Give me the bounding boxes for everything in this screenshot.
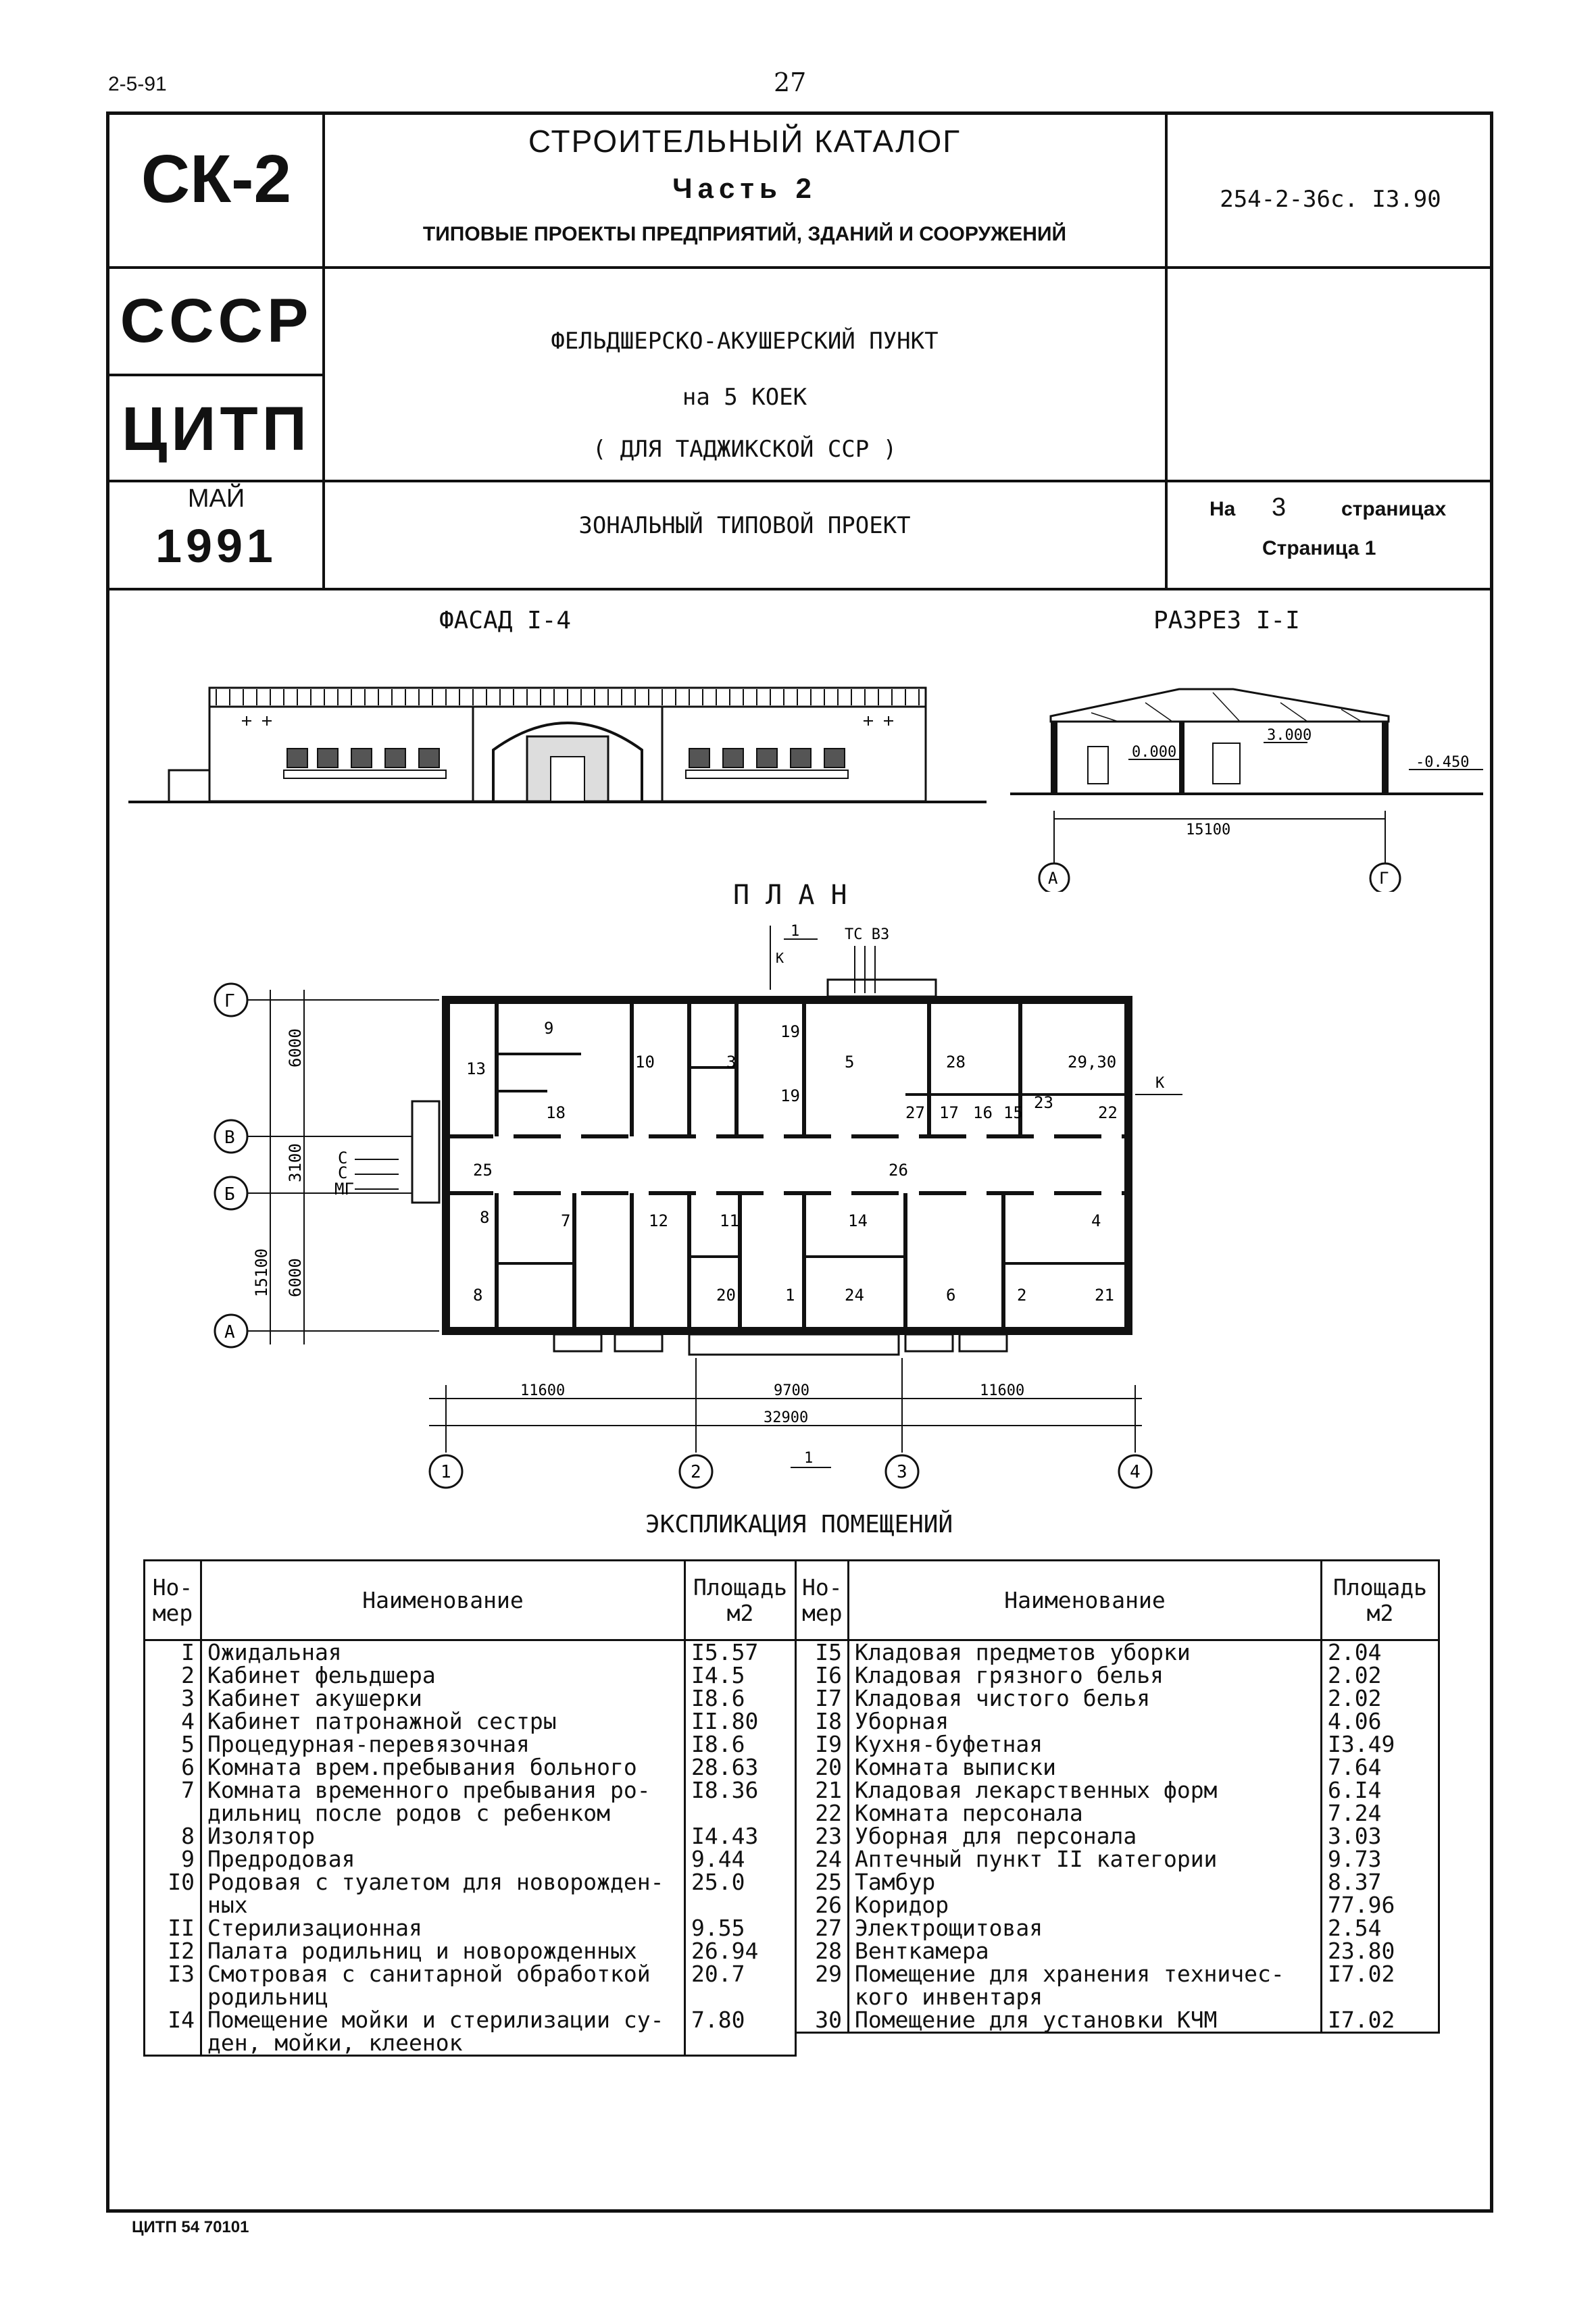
room-18: 18 [546, 1103, 566, 1122]
utilities-label: ТС В3 [845, 926, 890, 943]
room-name: Кабинет акушерки [201, 1687, 685, 1710]
facade-drawing [128, 669, 987, 811]
issue-year: 1991 [155, 520, 277, 572]
col-area-header: Площадь м2 [685, 1561, 796, 1640]
room-area: 28.63 [685, 1756, 796, 1779]
page-number: 27 [774, 68, 807, 97]
table-row [796, 1640, 1439, 1665]
room-25: 25 [473, 1161, 493, 1180]
room-area: I8.6 [685, 1733, 796, 1756]
axis-col-1: 1 [441, 1462, 451, 1482]
project-title: ФЕЛЬДШЕРСКО-АКУШЕРСКИЙ ПУНКТ [551, 328, 939, 355]
col-name-header: Наименование [849, 1561, 1322, 1640]
room-16: 16 [973, 1103, 993, 1122]
room-name: Кладовая чистого белья [849, 1687, 1322, 1710]
room-name: Уборная [849, 1710, 1322, 1733]
room-15: 15 [1003, 1103, 1023, 1122]
room-area: 23.80 [1322, 1940, 1439, 1963]
floor-plan [196, 912, 1250, 1507]
room-19b: 19 [780, 1086, 800, 1105]
room-area: 8.37 [1322, 1871, 1439, 1894]
table-row [796, 2009, 1439, 2033]
table-row [145, 1848, 796, 1871]
utility-s2: С [338, 1163, 348, 1182]
room-area: 25.0 [685, 1871, 796, 1917]
room-number: 6 [145, 1756, 201, 1779]
table-row [145, 1940, 796, 1963]
pages-prefix: На [1210, 498, 1236, 520]
table-row [145, 2009, 796, 2056]
plan-title: П Л А Н [733, 880, 847, 911]
table-row [796, 1756, 1439, 1779]
facade-title: ФАСАД I-4 [439, 607, 572, 634]
room-area: 3.03 [1322, 1825, 1439, 1848]
room-area: I4.5 [685, 1664, 796, 1687]
table-row [145, 1687, 796, 1710]
room-number: 27 [796, 1917, 849, 1940]
catalog-title: СТРОИТЕЛЬНЫЙ КАТАЛОГ [528, 124, 962, 159]
room-area: 20.7 [685, 1963, 796, 2009]
table-row [796, 1871, 1439, 1894]
project-capacity: на 5 КОЕК [682, 384, 807, 411]
room-number: 26 [796, 1894, 849, 1917]
room-name: Помещение для установки КЧМ [849, 2009, 1322, 2033]
room-number: 7 [145, 1779, 201, 1825]
room-10: 10 [635, 1053, 655, 1072]
dim-11600-left: 11600 [520, 1382, 566, 1399]
room-23: 23 [1034, 1093, 1053, 1112]
room-number: I3 [145, 1963, 201, 2009]
dim-11600-right: 11600 [980, 1382, 1025, 1399]
dim-6000-bottom: 6000 [286, 1258, 305, 1297]
country: СССР [120, 286, 313, 355]
project-code: 254-2-36с. I3.90 [1220, 186, 1441, 213]
room-22: 22 [1098, 1103, 1118, 1122]
room-area: I8.6 [685, 1687, 796, 1710]
axis-col-3: 3 [897, 1462, 907, 1482]
axis-row-v: В [224, 1128, 235, 1148]
logo [111, 139, 321, 220]
header-rule [106, 374, 324, 376]
room-number: 4 [145, 1710, 201, 1733]
room-5: 5 [845, 1053, 855, 1072]
room-name: Помещение мойки и стерилизации су-ден, мойки, клеенок [201, 2009, 685, 2056]
room-number: I0 [145, 1871, 201, 1917]
room-21: 21 [1095, 1286, 1114, 1305]
room-name: Венткамера [849, 1940, 1322, 1963]
room-number: 2 [145, 1664, 201, 1687]
room-number: 22 [796, 1802, 849, 1825]
dim-6000-top: 6000 [286, 1028, 305, 1067]
room-number: I4 [145, 2009, 201, 2056]
room-11: 11 [720, 1211, 739, 1230]
room-name: Родовая с туалетом для новорожден-ных [201, 1871, 685, 1917]
room-7: 7 [561, 1211, 571, 1230]
room-6: 6 [946, 1286, 956, 1305]
table-row [796, 1894, 1439, 1917]
room-number: I7 [796, 1687, 849, 1710]
room-20: 20 [716, 1286, 736, 1305]
room-number: 23 [796, 1825, 849, 1848]
dim-9700: 9700 [774, 1382, 809, 1399]
room-number: 25 [796, 1871, 849, 1894]
axis-col-4: 4 [1130, 1462, 1141, 1482]
table-row [145, 1825, 796, 1848]
room-number: 20 [796, 1756, 849, 1779]
explication-table-right [795, 1559, 1440, 2034]
level-ground-label: -0.450 [1416, 754, 1470, 771]
room-number: II [145, 1917, 201, 1940]
room-8a: 8 [480, 1208, 490, 1227]
explication-table-left [143, 1559, 797, 2057]
pages-suffix: страницах [1341, 498, 1447, 520]
utility-mg: МГ [334, 1180, 354, 1199]
room-area: I4.43 [685, 1825, 796, 1848]
organization: ЦИТП [122, 395, 311, 463]
room-area: 9.44 [685, 1848, 796, 1871]
room-area: 2.02 [1322, 1687, 1439, 1710]
table-row [145, 1756, 796, 1779]
room-area: 7.64 [1322, 1756, 1439, 1779]
level-zero-label: 0.000 [1132, 744, 1177, 761]
room-4: 4 [1091, 1211, 1101, 1230]
dim-32900: 32900 [764, 1409, 809, 1426]
table-row [145, 1664, 796, 1687]
room-name: Кладовая грязного белья [849, 1664, 1322, 1687]
room-name: Кладовая предметов уборки [849, 1640, 1322, 1665]
room-number: 5 [145, 1733, 201, 1756]
room-28: 28 [946, 1053, 966, 1072]
axis-row-g: Г [224, 991, 235, 1011]
cut-mark-bottom: 1 [804, 1450, 814, 1467]
section-title: РАЗРЕЗ I-I [1153, 607, 1300, 634]
utility-s1: С [338, 1149, 348, 1167]
room-number: 24 [796, 1848, 849, 1871]
room-name: Аптечный пункт II категории [849, 1848, 1322, 1871]
axis-col-2: 2 [691, 1462, 701, 1482]
cut-mark-top: 1 [791, 923, 800, 940]
room-name: Ожидальная [201, 1640, 685, 1665]
room-area: 7.24 [1322, 1802, 1439, 1825]
room-number: I6 [796, 1664, 849, 1687]
col-area-header: Площадь м2 [1322, 1561, 1439, 1640]
room-number: 29 [796, 1963, 849, 2009]
table-row [796, 1917, 1439, 1940]
room-8b: 8 [473, 1286, 483, 1305]
room-17: 17 [939, 1103, 959, 1122]
room-name: Палата родильниц и новорожденных [201, 1940, 685, 1963]
room-1: 1 [785, 1286, 795, 1305]
header-rule [106, 266, 1493, 269]
table-row [796, 1710, 1439, 1733]
room-name: Уборная для персонала [849, 1825, 1322, 1848]
room-name: Комната персонала [849, 1802, 1322, 1825]
table-row [796, 1963, 1439, 2009]
col-num-header: Но-мер [145, 1561, 201, 1640]
room-number: 9 [145, 1848, 201, 1871]
room-29-30: 29,30 [1068, 1053, 1117, 1072]
section-width-label: 15100 [1186, 822, 1231, 838]
axis-a-bubble: А [1048, 869, 1058, 888]
room-name: Процедурная-перевязочная [201, 1733, 685, 1756]
axis-g-bubble: Г [1379, 869, 1389, 888]
room-area: 77.96 [1322, 1894, 1439, 1917]
room-name: Смотровая с санитарной обработкой родильниц [201, 1963, 685, 2009]
project-type: ЗОНАЛЬНЫЙ ТИПОВОЙ ПРОЕКТ [578, 512, 911, 539]
room-number: 28 [796, 1940, 849, 1963]
dim-3100: 3100 [286, 1143, 305, 1182]
logo-text: СК-2 [141, 141, 292, 217]
project-region: ( ДЛЯ ТАДЖИКСКОЙ ССР ) [592, 436, 897, 463]
header-rule [106, 588, 1493, 590]
room-number: 30 [796, 2009, 849, 2033]
room-14: 14 [848, 1211, 868, 1230]
table-row [145, 1779, 796, 1825]
k-mark-right: К [1155, 1075, 1165, 1092]
room-area: 2.54 [1322, 1917, 1439, 1940]
issue-month: МАЙ [187, 484, 245, 513]
room-2: 2 [1017, 1286, 1027, 1305]
table-row [796, 1779, 1439, 1802]
room-name: Комната врем.пребывания больного [201, 1756, 685, 1779]
axis-row-a: А [224, 1322, 235, 1342]
room-19a: 19 [780, 1022, 800, 1041]
table-row [796, 1733, 1439, 1756]
table-row [796, 1940, 1439, 1963]
page-label: Страница 1 [1262, 537, 1376, 559]
room-number: I5 [796, 1640, 849, 1665]
table-row [145, 1710, 796, 1733]
room-area: 9.55 [685, 1917, 796, 1940]
catalog-part-subtitle: ТИПОВЫЕ ПРОЕКТЫ ПРЕДПРИЯТИЙ, ЗДАНИЙ И СООРУЖЕНИЙ [422, 223, 1067, 245]
room-area: 4.06 [1322, 1710, 1439, 1733]
room-area: 9.73 [1322, 1848, 1439, 1871]
table-row [145, 1871, 796, 1917]
room-name: Стерилизационная [201, 1917, 685, 1940]
room-name: Кабинет патронажной сестры [201, 1710, 685, 1733]
room-area: 2.04 [1322, 1640, 1439, 1665]
table-row [145, 1963, 796, 2009]
table-row [145, 1640, 796, 1665]
room-name: Кладовая лекарственных форм [849, 1779, 1322, 1802]
room-number: 3 [145, 1687, 201, 1710]
header-rule [1165, 111, 1168, 590]
level-top-label: 3.000 [1267, 727, 1312, 744]
table-row [145, 1733, 796, 1756]
pages-count: 3 [1272, 493, 1287, 522]
catalog-part: Часть 2 [672, 172, 817, 204]
room-name: Электрощитовая [849, 1917, 1322, 1940]
room-name: Кабинет фельдшера [201, 1664, 685, 1687]
room-3: 3 [726, 1053, 737, 1072]
room-name: Коридор [849, 1894, 1322, 1917]
room-26: 26 [889, 1161, 908, 1180]
doc-code: 2-5-91 [108, 73, 167, 95]
table-row [796, 1664, 1439, 1687]
room-9: 9 [544, 1019, 554, 1038]
table-row [796, 1687, 1439, 1710]
k-mark-top: К [776, 950, 784, 966]
dim-15100: 15100 [252, 1248, 271, 1297]
footer-code: ЦИТП 54 70101 [132, 2218, 249, 2236]
room-area: 26.94 [685, 1940, 796, 1963]
room-number: I8 [796, 1710, 849, 1733]
room-name: Изолятор [201, 1825, 685, 1848]
room-area: 6.I4 [1322, 1779, 1439, 1802]
room-name: Тамбур [849, 1871, 1322, 1894]
room-24: 24 [845, 1286, 864, 1305]
explication-title: ЭКСПЛИКАЦИЯ ПОМЕЩЕНИЙ [645, 1511, 953, 1538]
room-area: I8.36 [685, 1779, 796, 1825]
table-row [796, 1825, 1439, 1848]
col-name-header: Наименование [201, 1561, 685, 1640]
room-number: I9 [796, 1733, 849, 1756]
room-area: I5.57 [685, 1640, 796, 1665]
header-rule [106, 480, 1493, 482]
room-name: Комната выписки [849, 1756, 1322, 1779]
room-name: Помещение для хранения техничес-кого инвентаря [849, 1963, 1322, 2009]
axis-row-b: Б [224, 1184, 235, 1205]
table-row [796, 1802, 1439, 1825]
room-number: 8 [145, 1825, 201, 1848]
room-number: 21 [796, 1779, 849, 1802]
table-row [145, 1917, 796, 1940]
room-name: Предродовая [201, 1848, 685, 1871]
room-area: II.80 [685, 1710, 796, 1733]
room-name: Комната временного пребывания ро-дильниц после родов с ребенком [201, 1779, 685, 1825]
plan-row-axes [215, 984, 247, 1347]
room-area: I7.02 [1322, 2009, 1439, 2033]
section-drawing [1010, 676, 1497, 892]
room-area: I7.02 [1322, 1963, 1439, 2009]
room-13: 13 [466, 1059, 486, 1078]
room-12: 12 [649, 1211, 668, 1230]
col-num-header: Но-мер [796, 1561, 849, 1640]
room-27: 27 [905, 1103, 925, 1122]
table-row [796, 1848, 1439, 1871]
room-number: I2 [145, 1940, 201, 1963]
room-area: I3.49 [1322, 1733, 1439, 1756]
room-name: Кухня-буфетная [849, 1733, 1322, 1756]
room-area: 7.80 [685, 2009, 796, 2056]
room-number: I [145, 1640, 201, 1665]
room-area: 2.02 [1322, 1664, 1439, 1687]
